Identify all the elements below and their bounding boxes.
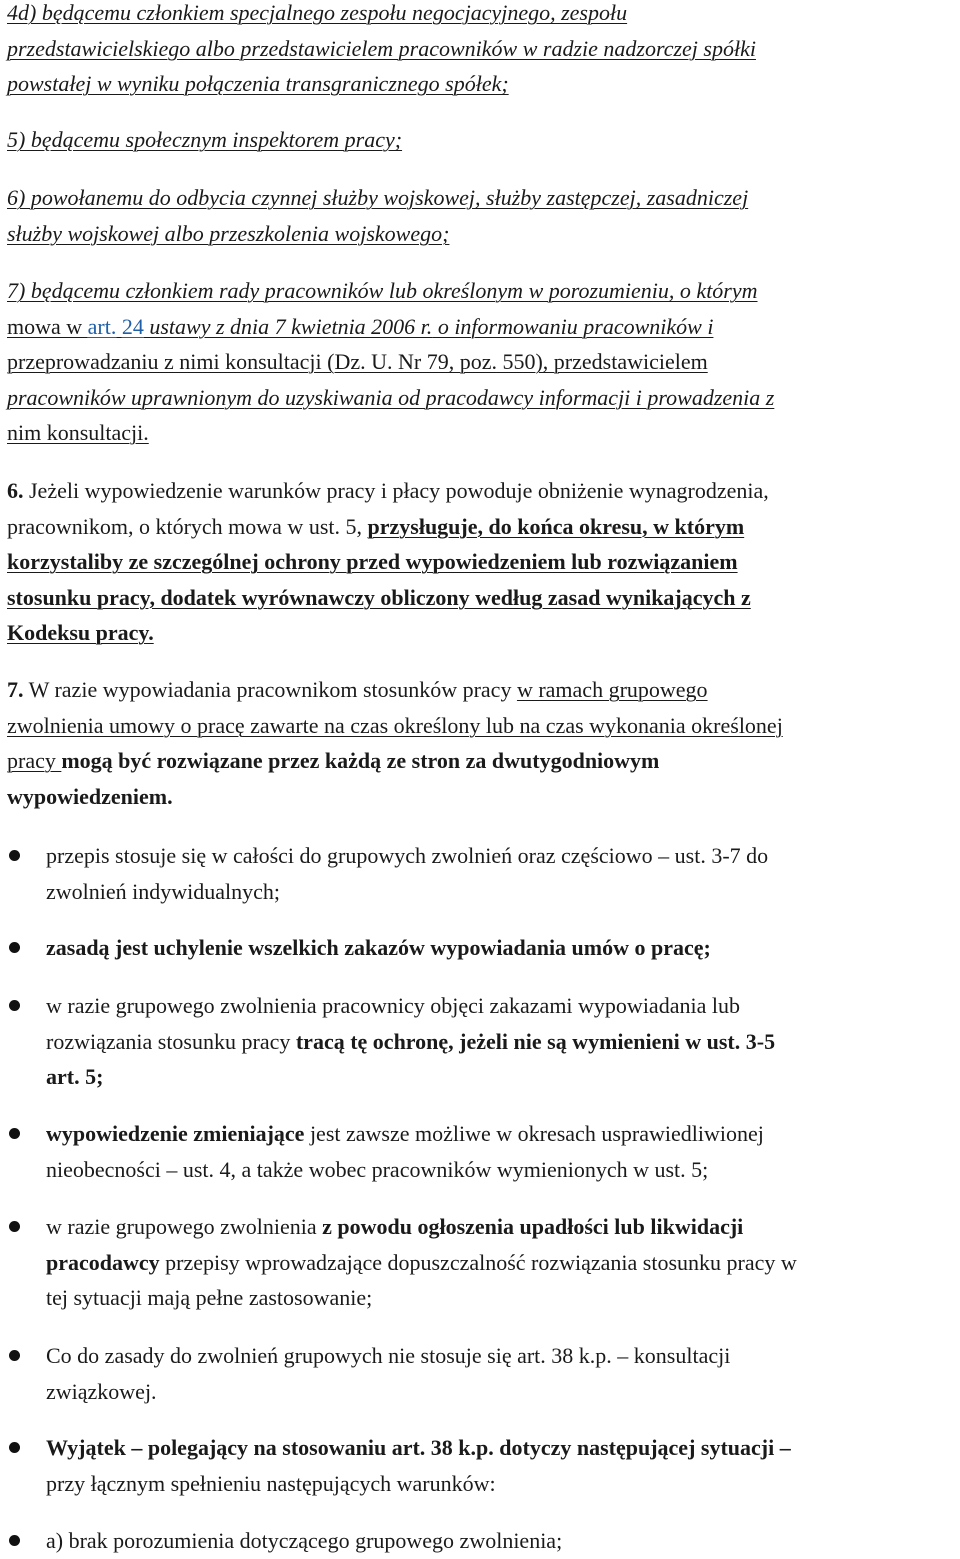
- paragraph-6-bold-1: przysługuje, do końca okresu, w którym: [367, 513, 745, 539]
- paragraph-6-number: 6.: [7, 478, 24, 503]
- item-6-line-2: służby wojskowej albo przeszkolenia wojskowego;: [7, 220, 450, 246]
- paragraph-6-bold-2: korzystaliby ze szczególnej ochrony przed wypowiedzeniem lub rozwiązaniem: [7, 549, 738, 574]
- bullet-2-line-1: zasadą jest uchylenie wszelkich zakazów wypowiadania umów o pracę;: [46, 935, 711, 960]
- bullet-dot-icon: [9, 942, 20, 953]
- bullet-text-6: [46, 1338, 956, 1409]
- bullet-5-bold-1: z powodu ogłoszenia upadłości lub likwidacji: [322, 1214, 744, 1239]
- bullet-dot-icon: [9, 1535, 20, 1546]
- paragraph-7: [7, 672, 953, 814]
- item-7-text: mowa w: [7, 313, 88, 339]
- bullet-dot-icon: [9, 1128, 20, 1139]
- bullet-6-line-2: związkowej.: [46, 1378, 157, 1404]
- item-4d: [7, 0, 953, 102]
- bullet-dot-icon: [9, 1221, 20, 1232]
- paragraph-7-number: 7.: [7, 677, 24, 702]
- bullet-text-3: [46, 988, 956, 1095]
- bullet-text-8: [46, 1523, 956, 1559]
- paragraph-6-text-1: Jeżeli wypowiedzenie warunków pracy i płacy powoduje obniżenie wynagrodzenia,: [23, 478, 769, 503]
- bullet-text-5: [46, 1209, 956, 1316]
- bullet-8-line-1: a) brak porozumienia dotyczącego grupowego zwolnienia;: [46, 1528, 563, 1553]
- bullet-5-bold-2: pracodawcy: [46, 1249, 160, 1275]
- bullet-1-line-2: zwolnień indywidualnych;: [46, 878, 281, 904]
- paragraph-6-bold-3: stosunku pracy, dodatek wyrównawczy obliczony według zasad wynikających z: [7, 584, 751, 610]
- item-6: [7, 180, 953, 251]
- item-7-line-1: 7) będącemu członkiem rady pracowników lub określonym w porozumieniu, o którym: [7, 278, 758, 303]
- bullet-3-text-2: rozwiązania stosunku pracy: [46, 1028, 296, 1054]
- bullet-1-line-1: przepis stosuje się w całości do grupowych zwolnień oraz częściowo – ust. 3-7 do: [46, 843, 769, 868]
- bullet-dot-icon: [9, 1442, 20, 1453]
- bullet-5-line-3: tej sytuacji mają pełne zastosowanie;: [46, 1285, 373, 1310]
- bullet-text-4: [46, 1116, 956, 1187]
- paragraph-7-bold-2: wypowiedzeniem.: [7, 783, 173, 809]
- bullet-7-bold-1: Wyjątek – polegający na stosowaniu art. 38 k.p.: [46, 1435, 494, 1460]
- bullet-6-line-1: Co do zasady do zwolnień grupowych nie stosuje się art. 38 k.p. – konsultacji: [46, 1343, 731, 1368]
- item-7-line-4: pracowników uprawnionym do uzyskiwania od pracodawcy informacji i prowadzenia z: [7, 384, 775, 410]
- paragraph-6: [7, 473, 953, 651]
- paragraph-7-bold-1: mogą być rozwiązane przez każdą ze stron za dwutygodniowym: [61, 748, 660, 773]
- bullet-dot-icon: [9, 850, 20, 861]
- item-4d-line-3: powstałej w wyniku połączenia transgranicznego spółek;: [7, 71, 509, 96]
- bullet-3-bold-2: art. 5;: [46, 1064, 104, 1089]
- bullet-text-2: [46, 930, 956, 966]
- paragraph-7-underline-3: pracy: [7, 748, 62, 773]
- bullet-4-bold-1: wypowiedzenie zmieniające: [46, 1121, 305, 1146]
- item-5: [7, 122, 953, 158]
- item-7-citation-cont: 550), przedstawicielem: [496, 349, 708, 374]
- item-5-line-1: 5) będącemu społecznym inspektorem pracy;: [7, 127, 403, 152]
- paragraph-7-underline-1: w ramach grupowego: [516, 677, 708, 702]
- item-7-citation: przeprowadzaniu z nimi konsultacji (Dz. U. Nr 79, poz.: [7, 349, 497, 374]
- paragraph-6-bold-4: Kodeksu pracy.: [7, 620, 154, 645]
- item-4d-line-1: 4d) będącemu członkiem specjalnego zespołu negocjacyjnego, zespołu: [7, 0, 628, 25]
- paragraph-7-text-1: W razie wypowiadania pracownikom stosunków pracy: [23, 677, 517, 702]
- item-6-line-1: 6) powołanemu do odbycia czynnej służby wojskowej, służby zastępczej, zasadniczej: [7, 185, 749, 210]
- bullet-3-line-1: w razie grupowego zwolnienia pracownicy objęci zakazami wypowiadania lub: [46, 993, 740, 1018]
- bullet-7-bold-2: dotyczy następującej sytuacji –: [493, 1435, 791, 1460]
- bullet-dot-icon: [9, 1350, 20, 1361]
- bullet-dot-icon: [9, 1000, 20, 1011]
- art-24-link[interactable]: 24: [121, 313, 144, 339]
- item-7-line-5: nim konsultacji.: [7, 420, 149, 445]
- item-4d-line-2: przedstawicielskiego albo przedstawicielem pracowników w radzie nadzorczej spółki: [7, 35, 756, 61]
- item-7-act-title: ustawy z dnia 7 kwietnia 2006 r.: [143, 313, 433, 339]
- bullet-5-text-1: w razie grupowego zwolnienia: [46, 1214, 323, 1239]
- item-7-act-subject: o informowaniu pracowników i: [432, 313, 714, 339]
- item-7: [7, 273, 953, 451]
- bullet-7-line-2: przy łącznym spełnieniu następujących warunków:: [46, 1470, 496, 1496]
- bullet-5-text-2: przepisy wprowadzające dopuszczalność rozwiązania stosunku pracy w: [159, 1249, 797, 1275]
- bullet-4-text-1: jest zawsze możliwe w okresach usprawiedliwionej: [304, 1121, 764, 1146]
- paragraph-6-text-2: pracownikom, o których mowa w ust. 5,: [7, 513, 368, 539]
- bullet-text-1: [46, 838, 956, 909]
- paragraph-7-underline-2: zwolnienia umowy o pracę zawarte na czas określony lub na czas wykonania określonej: [7, 712, 783, 738]
- art-link[interactable]: art.: [87, 313, 117, 339]
- bullet-text-7: [46, 1430, 956, 1501]
- bullet-4-line-2: nieobecności – ust. 4, a także wobec pracowników wymienionych w ust. 5;: [46, 1156, 709, 1182]
- bullet-3-bold-1: tracą tę ochronę, jeżeli nie są wymienieni w ust. 3-5: [295, 1028, 776, 1054]
